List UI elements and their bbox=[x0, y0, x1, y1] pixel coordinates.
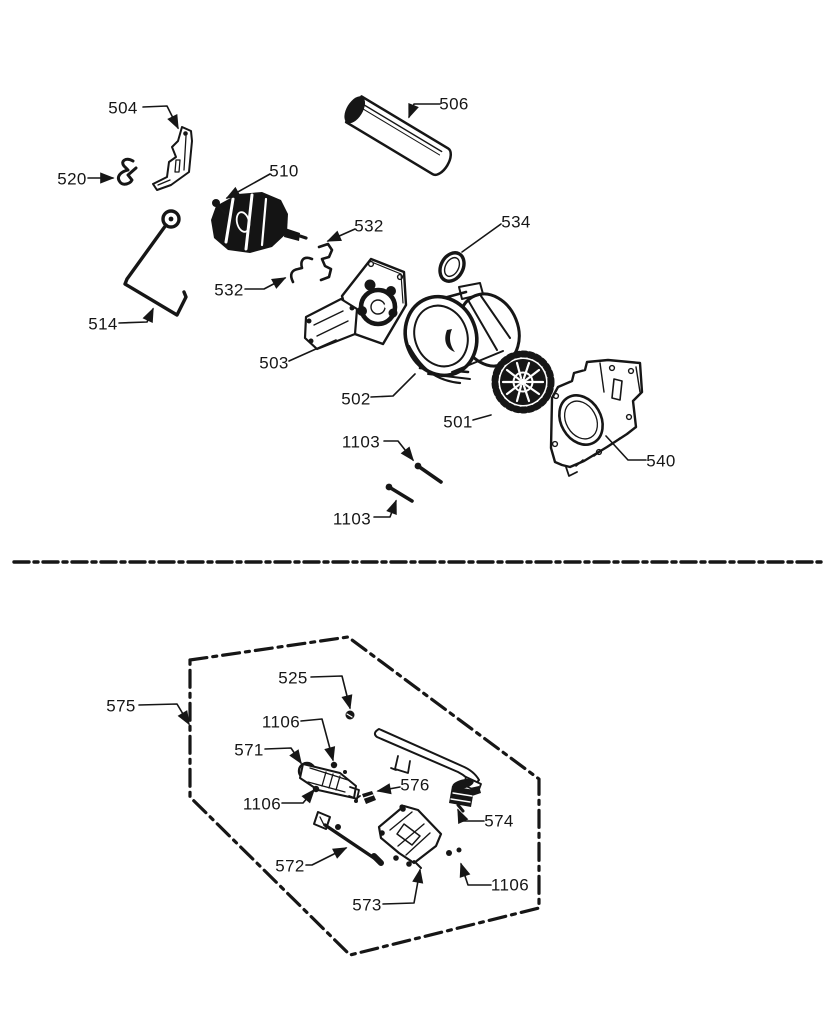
part-520-clip bbox=[118, 159, 136, 184]
part-572-rod bbox=[314, 812, 381, 863]
part-label-532-lower: 532 bbox=[214, 280, 244, 300]
part-501-blower-wheel bbox=[495, 354, 551, 410]
part-label-534: 534 bbox=[501, 212, 531, 232]
part-label-520: 520 bbox=[57, 169, 87, 189]
part-1103-screw-lower bbox=[386, 484, 412, 501]
part-1106-screw-right-b bbox=[457, 848, 462, 853]
part-label-1106-right: 1106 bbox=[490, 875, 530, 895]
part-label-573: 573 bbox=[352, 895, 382, 915]
part-label-525: 525 bbox=[278, 668, 308, 688]
part-label-571: 571 bbox=[234, 740, 264, 760]
part-label-575: 575 bbox=[106, 696, 136, 716]
part-525-screw bbox=[346, 711, 355, 720]
part-label-1106-top: 1106 bbox=[261, 712, 301, 732]
part-label-572: 572 bbox=[275, 856, 305, 876]
part-510-motor bbox=[211, 192, 306, 253]
part-514-idler-arm bbox=[125, 211, 186, 315]
part-label-501: 501 bbox=[443, 412, 473, 432]
part-label-1103-lower: 1103 bbox=[332, 509, 372, 529]
part-1103-screw-upper bbox=[415, 463, 441, 482]
part-503-mounting-plate bbox=[305, 259, 406, 349]
part-label-1103-upper: 1103 bbox=[341, 432, 381, 452]
part-label-576: 576 bbox=[400, 775, 430, 795]
part-540-housing-cover bbox=[551, 360, 642, 476]
part-label-503: 503 bbox=[259, 353, 289, 373]
part-label-504: 504 bbox=[108, 98, 138, 118]
part-532-clip-lower bbox=[291, 258, 312, 282]
burner-assembly-section bbox=[139, 637, 539, 955]
part-label-1106-left: 1106 bbox=[242, 794, 282, 814]
part-label-540: 540 bbox=[646, 451, 676, 471]
part-label-532-upper: 532 bbox=[354, 216, 384, 236]
part-506-cylinder bbox=[340, 93, 455, 178]
part-label-574: 574 bbox=[484, 811, 514, 831]
part-504-bracket bbox=[153, 127, 192, 190]
part-573-bracket bbox=[379, 806, 441, 868]
part-label-510: 510 bbox=[269, 161, 299, 181]
part-534-ring bbox=[435, 249, 469, 286]
part-532-clip-upper bbox=[319, 244, 332, 280]
part-label-514: 514 bbox=[88, 314, 118, 334]
part-label-502: 502 bbox=[341, 389, 371, 409]
blower-motor-section bbox=[88, 93, 646, 517]
part-1106-screw-top bbox=[331, 762, 337, 768]
part-1106-screw-right-a bbox=[446, 850, 452, 856]
part-576-orifice bbox=[357, 791, 376, 804]
part-label-506: 506 bbox=[439, 94, 469, 114]
